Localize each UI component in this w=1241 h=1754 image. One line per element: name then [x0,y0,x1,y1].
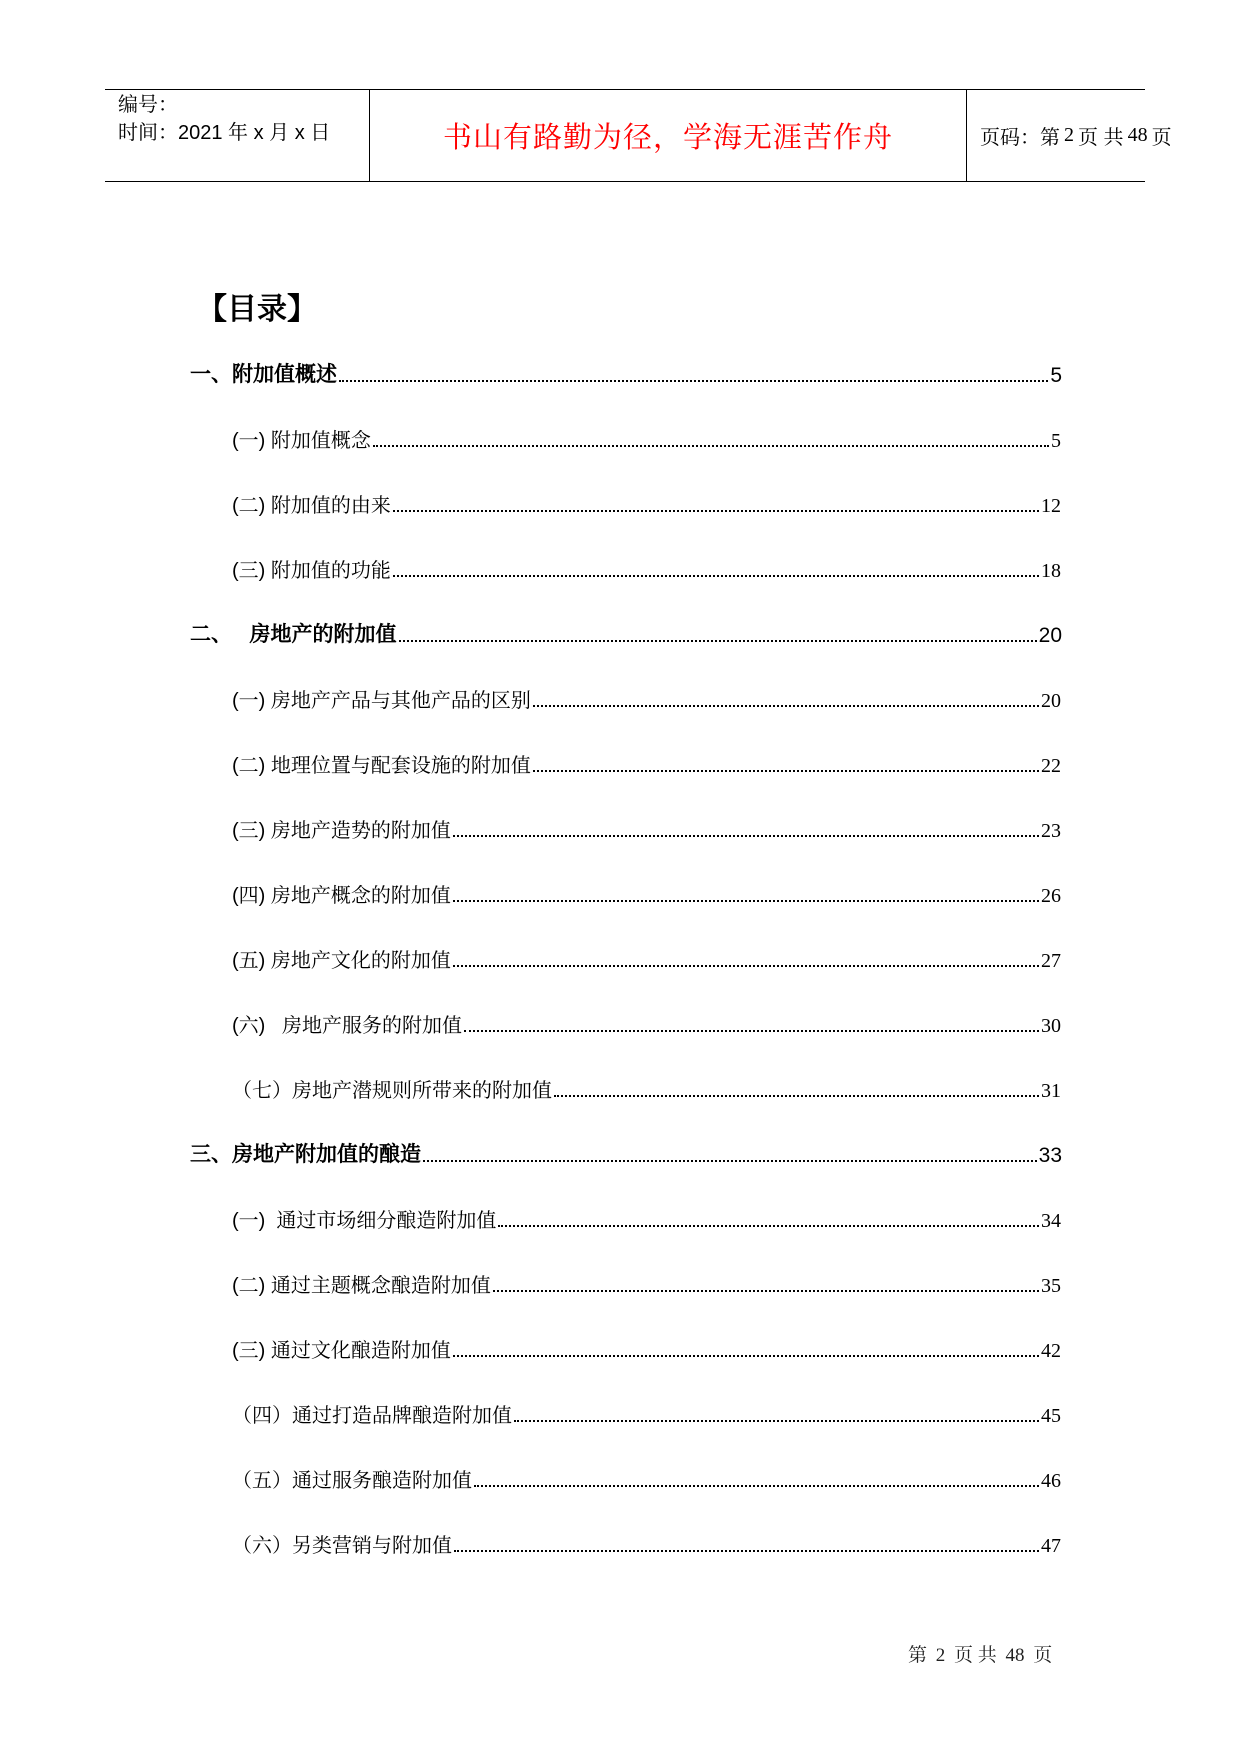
header-motto: 书山有路勤为径，学海无涯苦作舟 [442,120,893,154]
toc-entry-section-2[interactable] [190,618,1062,648]
toc-entry-page: 35 [1041,1275,1061,1297]
toc-leader-dots [533,770,1039,772]
toc-leader-dots [373,445,1049,447]
header-motto-cell [370,90,967,181]
toc-entry-label: (一) 通过市场细分酿造附加值 [232,1210,497,1232]
toc-entry[interactable] [232,553,1061,583]
footer-page-prefix: 第 [908,1645,928,1666]
toc-leader-dots [454,1550,1039,1552]
toc-entry-page: 18 [1041,560,1061,582]
toc-leader-dots [514,1420,1039,1422]
header-page-total: 48 [1127,124,1148,146]
toc-entry-page: 23 [1041,820,1061,842]
footer-page-total: 48 [1005,1645,1025,1666]
toc-leader-dots [498,1225,1039,1227]
toc-entry[interactable] [232,683,1061,713]
document-number-label: 编号： [118,94,178,116]
toc-entry-page: 45 [1041,1405,1061,1427]
toc-leader-dots [399,640,1037,642]
toc-entry-page: 5 [1050,364,1062,387]
footer-page-suffix: 页 [1033,1645,1053,1666]
toc-entry-label: (二) 通过主题概念酿造附加值 [232,1275,491,1297]
toc-entry-label: (三) 房地产造势的附加值 [232,820,451,842]
toc-title: 【目录】 [197,293,317,326]
toc-entry[interactable] [232,1528,1061,1558]
toc-entry-label: (二) 地理位置与配套设施的附加值 [232,755,531,777]
toc-entry-label: (一) 房地产产品与其他产品的区别 [232,690,531,712]
toc-entry[interactable] [232,878,1061,908]
page-footer [906,1640,1054,1667]
toc-leader-dots [393,510,1039,512]
toc-entry-label: (三) 通过文化酿造附加值 [232,1340,451,1362]
toc-entry-page: 47 [1041,1535,1061,1557]
header-page-cell [967,90,1172,181]
toc-entry-label: (六) 房地产服务的附加值 [232,1015,462,1037]
toc-entry-page: 33 [1038,1144,1062,1167]
header-meta-cell [105,90,370,181]
toc-entry[interactable] [232,1203,1061,1233]
document-time-label: 时间：2021 年 x 月 x 日 [118,122,331,144]
toc-entry-label: （六）另类营销与附加值 [232,1535,452,1557]
footer-page-current: 2 [935,1645,946,1666]
toc-entry[interactable] [232,1398,1061,1428]
toc-entry-page: 20 [1041,690,1061,712]
footer-page-middle: 页 共 [954,1645,997,1666]
toc-leader-dots [453,835,1039,837]
toc-leader-dots [493,1290,1039,1292]
toc-entry-page: 34 [1041,1210,1061,1232]
toc-entry-page: 26 [1041,885,1061,907]
toc-leader-dots [474,1485,1039,1487]
toc-entry[interactable] [232,1333,1061,1363]
toc-entry-section-3[interactable] [190,1138,1062,1168]
toc-leader-dots [393,575,1039,577]
header-page-suffix: 页 [1151,127,1172,149]
toc-entry-page: 12 [1041,495,1061,517]
toc-entry[interactable] [232,748,1061,778]
toc-entry[interactable] [232,813,1061,843]
header-page-prefix: 页码：第 [980,127,1060,149]
toc-entry[interactable] [232,1268,1061,1298]
toc-entry-label: (一) 附加值概念 [232,430,371,452]
toc-entry[interactable] [232,943,1061,973]
toc-entry[interactable] [232,1073,1061,1103]
toc-entry-label: (二) 附加值的由来 [232,495,391,517]
toc-entry-label: 三、房地产附加值的酿造 [190,1143,421,1166]
toc-entry-page: 20 [1038,624,1062,647]
toc-entry-label: 一、附加值概述 [190,363,337,386]
page-header [105,89,1172,182]
toc-entry-page: 42 [1041,1340,1061,1362]
toc-leader-dots [453,1355,1039,1357]
toc-entry-page: 22 [1041,755,1061,777]
header-page-current: 2 [1064,124,1074,146]
toc-leader-dots [453,965,1039,967]
toc-leader-dots [464,1030,1039,1032]
toc-entry-page: 46 [1041,1470,1061,1492]
toc-entry-page: 27 [1041,950,1061,972]
toc-entry-section-1[interactable] [190,358,1062,388]
toc-leader-dots [554,1095,1039,1097]
toc-leader-dots [533,705,1039,707]
toc-entry-label: （七）房地产潜规则所带来的附加值 [232,1080,552,1102]
toc-entry[interactable] [232,488,1061,518]
toc-entry-page: 31 [1041,1080,1061,1102]
toc-entry-label: 二、 房地产的附加值 [190,623,397,646]
header-page-middle: 页 共 [1078,127,1124,149]
toc-leader-dots [453,900,1039,902]
toc-entry[interactable] [232,423,1061,453]
toc-leader-dots [339,380,1048,382]
toc-entry-label: (三) 附加值的功能 [232,560,391,582]
toc-entry[interactable] [232,1008,1061,1038]
toc-entry-label: （四）通过打造品牌酿造附加值 [232,1405,512,1427]
toc-entry-page: 5 [1051,430,1061,452]
toc-entry-page: 30 [1041,1015,1061,1037]
toc-entry-label: (五) 房地产文化的附加值 [232,950,451,972]
toc-entry-label: (四) 房地产概念的附加值 [232,885,451,907]
toc-entry[interactable] [232,1463,1061,1493]
toc-entry-label: （五）通过服务酿造附加值 [232,1470,472,1492]
toc-leader-dots [423,1160,1037,1162]
